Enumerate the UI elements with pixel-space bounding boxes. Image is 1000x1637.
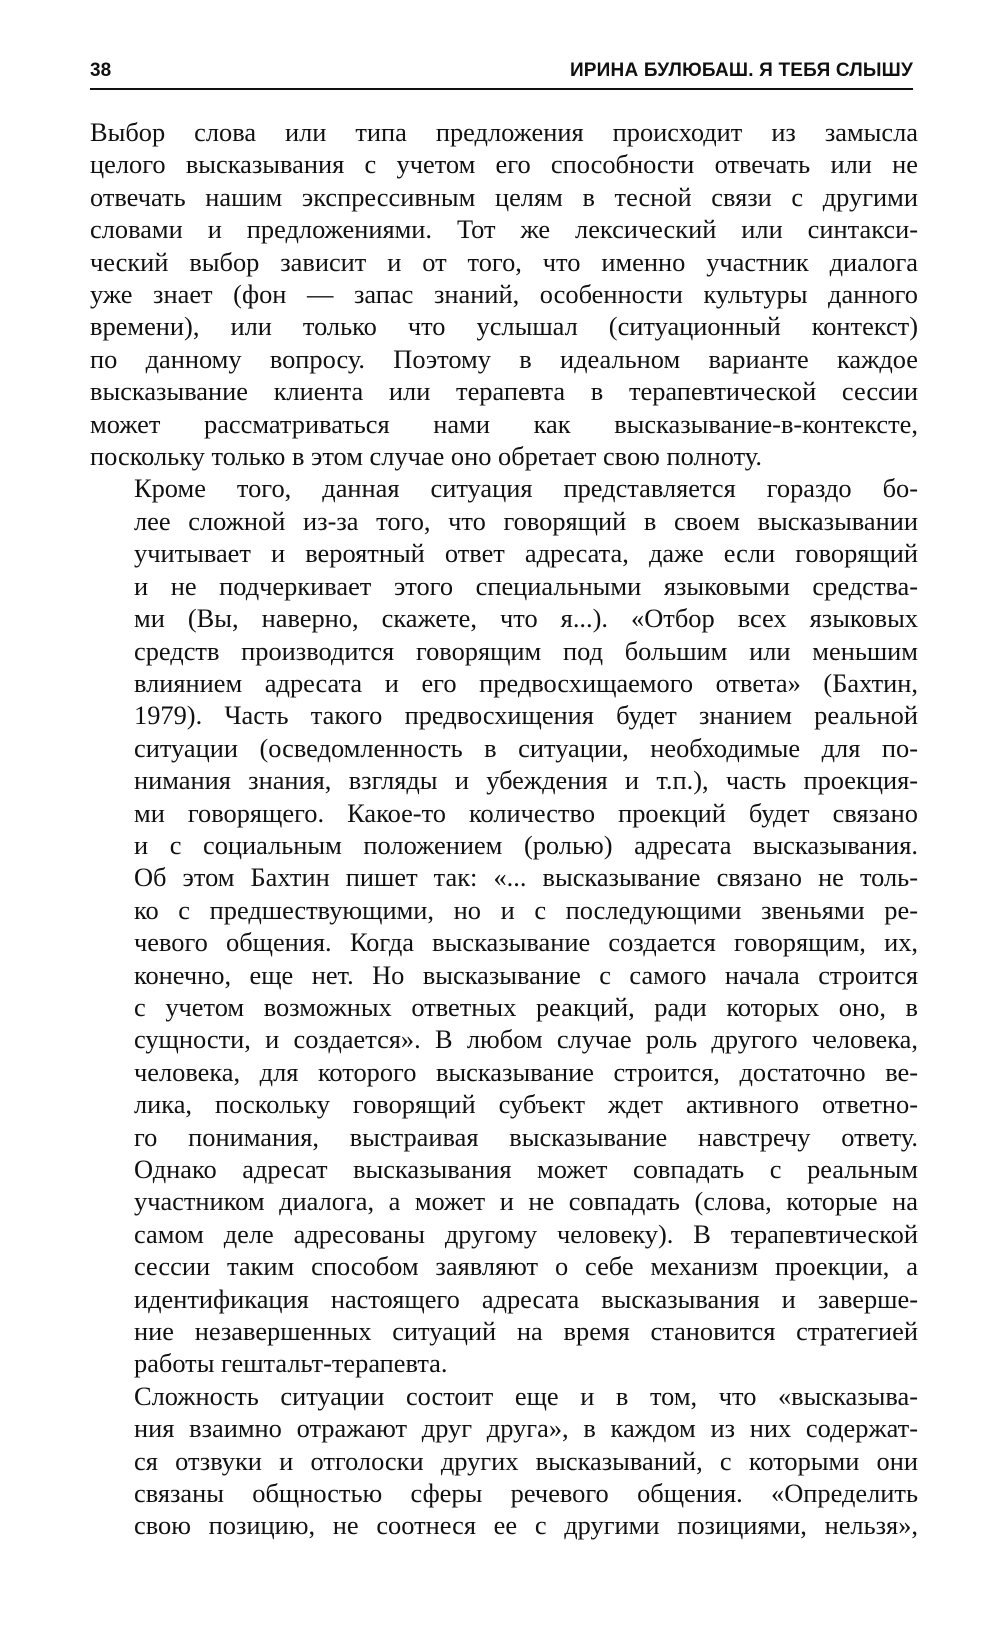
text-line: чевого общения. Когда высказывание создается говорящим, их, — [134, 927, 918, 958]
text-line: конечно, еще нет. Но высказывание с самого начала строится — [134, 959, 918, 990]
text-line: Выбор слова или типа предложения происходит из замысла — [90, 117, 918, 147]
text-line: ся отзвуки и отголоски других высказываний, с которыми они — [134, 1445, 918, 1476]
paragraph-2 — [90, 472, 918, 1379]
text-line: средств производится говорящим под большим или меньшим — [134, 635, 918, 666]
text-line: высказывание клиента или терапевта в терапевтической сессии — [90, 376, 918, 407]
text-line: лее сложной из-за того, что говорящий в своем высказывании — [134, 505, 918, 536]
text-line: Об этом Бахтин пишет так: «... высказывание связано не толь- — [134, 862, 918, 893]
body-text — [90, 116, 918, 1542]
text-line: уже знает (фон — запас знаний, особенности культуры данного — [90, 279, 918, 310]
text-line: Сложность ситуации состоит еще и в том, что «высказыва- — [134, 1380, 918, 1411]
text-line: и с социальным положением (ролью) адресата высказывания. — [134, 829, 918, 860]
text-line: самом деле адресованы другому человеку). В терапевтической — [134, 1218, 918, 1249]
text-line: 1979). Часть такого предвосхищения будет знанием реальной — [134, 700, 918, 731]
text-line: Однако адресат высказывания может совпадать с реальным — [134, 1154, 918, 1184]
running-title: ИРИНА БУЛЮБАШ. Я ТЕБЯ СЛЫШУ — [569, 60, 913, 81]
text-line: человека, для которого высказывание строится, достаточно ве- — [134, 1056, 918, 1087]
text-line: влиянием адресата и его предвосхищаемого ответа» (Бахтин, — [134, 667, 918, 698]
text-line: го понимания, выстраивая высказывание навстречу ответу. — [134, 1121, 918, 1152]
page-number: 38 — [90, 60, 112, 81]
text-line: ния взаимно отражают друг друга», в каждом из них содержат- — [134, 1413, 918, 1444]
text-line: сущности, и создается». В любом случае роль другого человека, — [134, 1024, 918, 1055]
text-line: лика, поскольку говорящий субъект ждет активного ответно- — [134, 1089, 918, 1120]
text-line: сессии таким способом заявляют о себе механизм проекции, а — [134, 1251, 918, 1282]
text-line: ко с предшествующими, но и с последующими звеньями ре- — [134, 894, 918, 925]
paragraph-3 — [90, 1380, 918, 1542]
text-line: Кроме того, данная ситуация представляется гораздо бо- — [134, 473, 918, 504]
text-line: ситуации (осведомленность в ситуации, необходимые для по- — [134, 732, 918, 763]
text-line: целого высказывания с учетом его способности отвечать или не — [90, 149, 918, 180]
text-line: словами и предложениями. Тот же лексический или синтакси- — [90, 214, 918, 245]
text-line: отвечать нашим экспрессивным целям в тесной связи с другими — [90, 181, 918, 212]
text-line: свою позицию, не соотнеся ее с другими позициями, нельзя», — [134, 1510, 918, 1541]
text-line: связаны общностью сферы речевого общения. «Определить — [134, 1478, 918, 1509]
text-line: и не подчеркивает этого специальными языковыми средства- — [134, 570, 918, 601]
text-line: ми (Вы, наверно, скажете, что я...). «Отбор всех языковых — [134, 603, 918, 634]
text-line: поскольку только в этом случае оно обретает свою полноту. — [90, 441, 762, 472]
text-line: работы гештальт-терапевта. — [134, 1348, 448, 1379]
text-line: ческий выбор зависит и от того, что именно участник диалога — [90, 246, 918, 277]
text-line: идентификация настоящего адресата высказывания и заверше- — [134, 1283, 918, 1314]
text-line: ми говорящего. Какое-то количество проекций будет связано — [134, 797, 918, 828]
text-line: нимания знания, взгляды и убеждения и т.п.), часть проекция- — [134, 765, 918, 796]
text-line: ние незавершенных ситуаций на время становится стратегией — [134, 1316, 918, 1347]
text-line: учитывает и вероятный ответ адресата, даже если говорящий — [134, 538, 918, 569]
text-line: участником диалога, а может и не совпадать (слова, которые на — [134, 1186, 918, 1217]
text-line: времени), или только что услышал (ситуационный контекст) — [90, 311, 918, 342]
paragraph-1 — [90, 116, 918, 472]
text-line: может рассматриваться нами как высказывание-в-контексте, — [90, 408, 918, 439]
text-line: по данному вопросу. Поэтому в идеальном варианте каждое — [90, 343, 918, 374]
running-head — [90, 58, 913, 90]
text-line: с учетом возможных ответных реакций, ради которых оно, в — [134, 991, 918, 1022]
